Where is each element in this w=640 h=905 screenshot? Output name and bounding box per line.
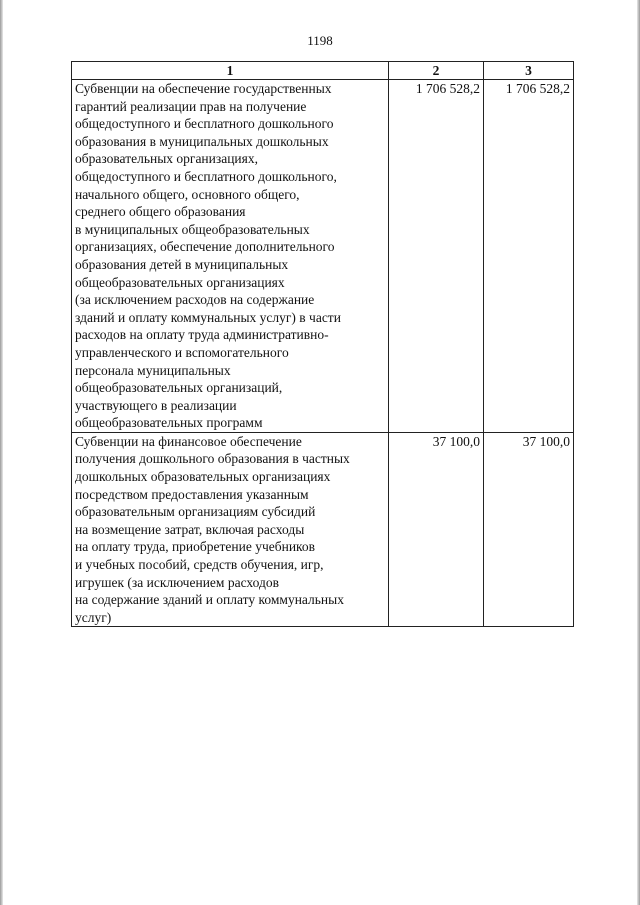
page-number: 1198 [307,33,333,48]
table-row [72,432,574,627]
header-col-1: 1 [72,62,389,80]
table-row [72,80,574,433]
row-value-col-3: 1 706 528,2 [484,80,574,433]
table-header-row [72,62,574,80]
header-col-2: 2 [389,62,484,80]
row-value-col-2: 1 706 528,2 [389,80,484,433]
row-value-col-2: 37 100,0 [389,432,484,627]
row-description: Субвенции на финансовое обеспечение получения дошкольного образования в частных дошкольных образовательных организациях посредством предоставления указанным образовательным организациям субсидий на возмещение затрат, включая расходы на оплату труда, приобретение учебников и учебных пособий, средств обучения, игр, игрушек (за исключением расходов на содержание зданий и оплату коммунальных услуг) [72,432,389,627]
row-description: Субвенции на обеспечение государственных гарантий реализации прав на получение общедоступного и бесплатного дошкольного образования в муниципальных дошкольных образовательных организациях, общедоступного и бесплатного дошкольного, начального общего, основного общего, среднего общего образования в муниципальных общеобразовательных организациях, обеспечение дополнительного образования детей в муниципальных общеобразовательных организациях (за исключением расходов на содержание зданий и оплату коммунальных услуг) в части расходов на оплату труда административно- управленческого и вспомогательного персонала муниципальных общеобразовательных организаций, участвующего в реализации общеобразовательных программ [72,80,389,433]
budget-table [71,61,574,627]
row-value-col-3: 37 100,0 [484,432,574,627]
header-col-3: 3 [484,62,574,80]
scan-edge-left [0,0,3,905]
